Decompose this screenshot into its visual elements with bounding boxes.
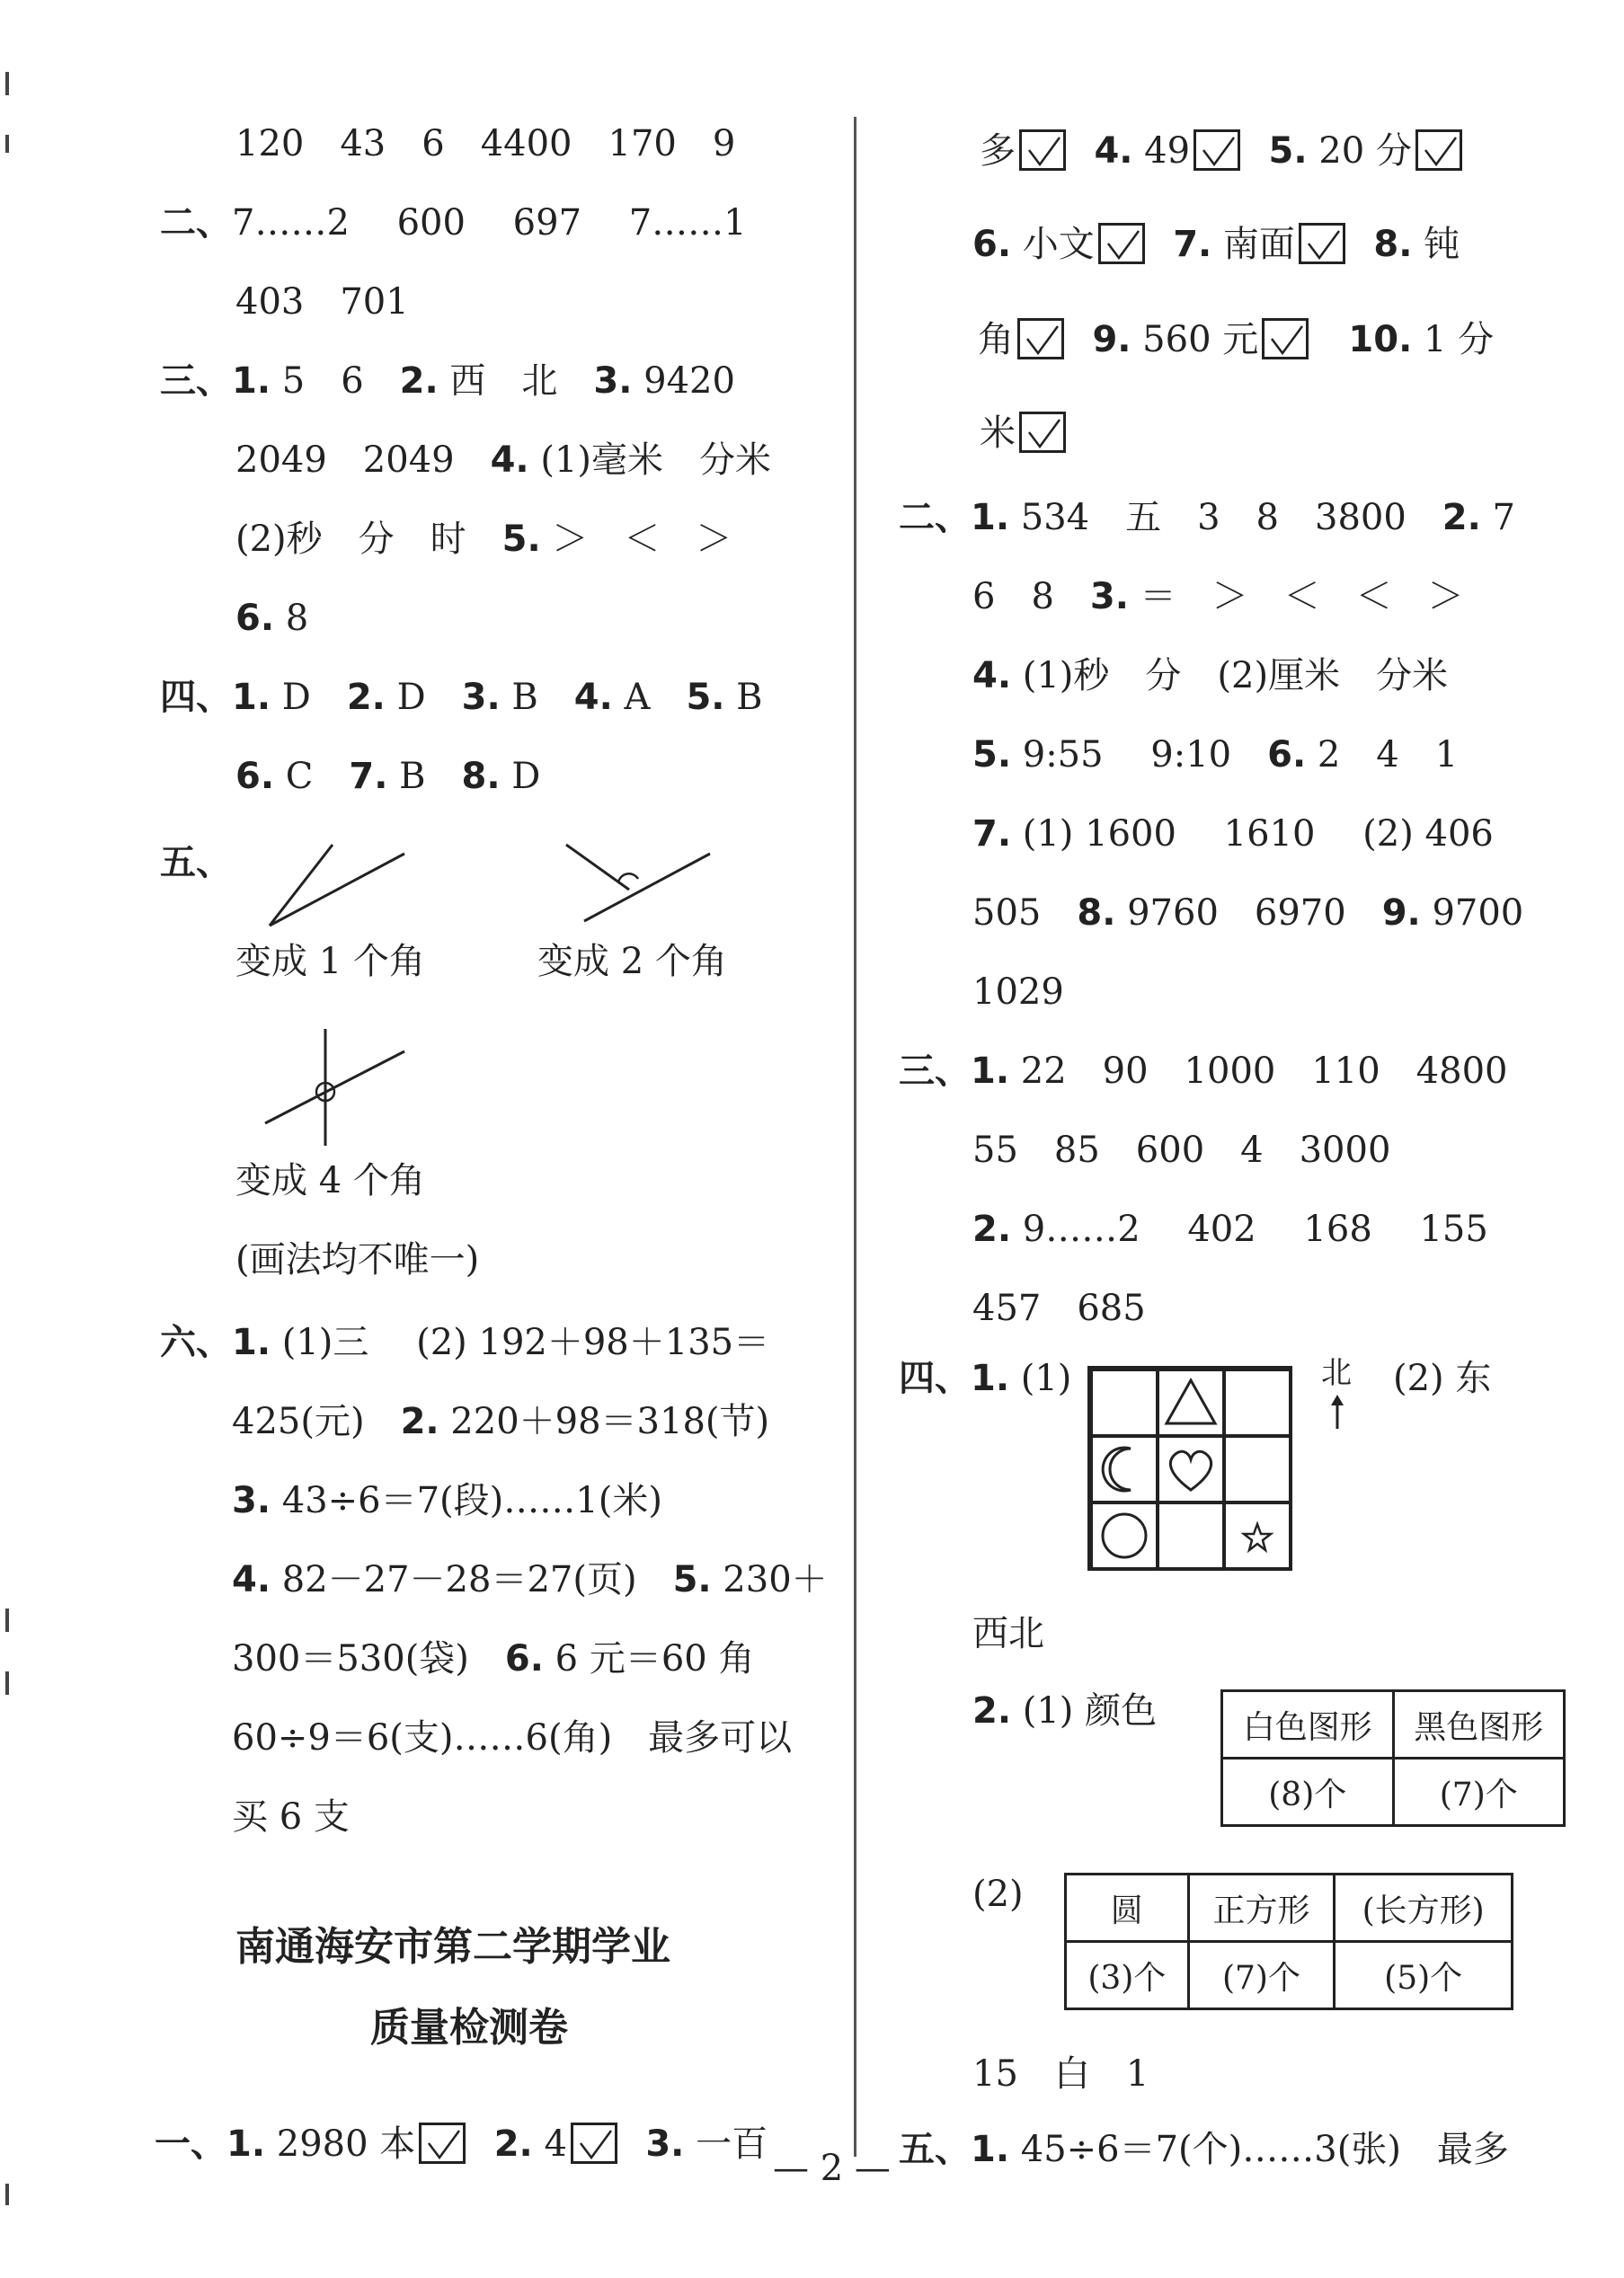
- answer-line: 2049 2049 4. (1)毫米 分米: [235, 439, 771, 481]
- answer-line: 三、1. 5 6 2. 西 北 3. 9420: [160, 360, 735, 402]
- answer-line: 四、1. D 2. D 3. B 4. A 5. B: [160, 677, 763, 718]
- answer-line: 403 701: [235, 281, 409, 323]
- table-header: 正方形: [1188, 1875, 1335, 1942]
- section-title: 南通海安市第二学期学业: [235, 1924, 670, 1970]
- check-mark-icon: [1299, 223, 1345, 264]
- answer-line: 米: [980, 408, 1071, 460]
- north-arrow-icon: [1327, 1395, 1348, 1431]
- angle-caption: 变成 4 个角: [235, 1160, 425, 1201]
- north-label: 北: [1321, 1355, 1352, 1391]
- answer-note: (画法均不唯一): [235, 1239, 480, 1281]
- margin-mark: [5, 2184, 9, 2205]
- answer-line: 300＝530(袋) 6. 6 元＝60 角: [232, 1638, 755, 1680]
- answer-line: (2): [972, 1874, 1024, 1915]
- shape-grid: [1087, 1366, 1292, 1571]
- check-mark-icon: [1017, 318, 1064, 359]
- page-number: — 2 —: [773, 2148, 891, 2189]
- check-mark-icon: [1262, 318, 1309, 359]
- table-header: 白色图形: [1222, 1691, 1394, 1759]
- angle-drawing-1: [252, 836, 413, 935]
- check-mark-icon: [419, 2123, 466, 2164]
- answer-line: 55 85 600 4 3000: [972, 1130, 1391, 1171]
- table-cell: (3)个: [1066, 1942, 1189, 2009]
- answer-line: 一、1. 2980 本 2. 4 3. 一百: [155, 2123, 768, 2165]
- answer-line: 西北: [972, 1613, 1044, 1654]
- answer-line: 二、1. 534 五 3 8 3800 2. 7: [899, 497, 1515, 538]
- answer-line: 2. (1) 颜色: [972, 1690, 1158, 1732]
- angle-caption: 变成 2 个角: [537, 941, 727, 982]
- table-cell: (7)个: [1188, 1942, 1335, 2009]
- section-title: 质量检测卷: [370, 2005, 568, 2051]
- shape-table: [1064, 1873, 1513, 2010]
- table-header: 黑色图形: [1393, 1691, 1565, 1759]
- answer-line: 6. C 7. B 8. D: [235, 756, 541, 797]
- answer-line: 2. 9……2 402 168 155: [972, 1209, 1488, 1250]
- table-cell: (7)个: [1393, 1759, 1565, 1826]
- answer-line: 60÷9＝6(支)……6(角) 最多可以: [232, 1717, 793, 1759]
- answer-line: 三、1. 22 90 1000 110 4800: [899, 1050, 1508, 1092]
- answer-line: 120 43 6 4400 170 9: [235, 123, 736, 164]
- margin-mark: [5, 1671, 9, 1695]
- triangle-icon: [1159, 1371, 1222, 1434]
- answer-line: 6 8 3. ＝ ＞ ＜ ＜ ＞: [972, 576, 1464, 617]
- angle-drawing-3: [261, 1024, 413, 1150]
- answer-line: 四、1. (1): [899, 1358, 1072, 1399]
- check-mark-icon: [1019, 129, 1066, 171]
- answer-line: (2)秒 分 时 5. ＞ ＜ ＞: [235, 519, 732, 560]
- margin-mark: [5, 135, 9, 153]
- answer-line: 买 6 支: [232, 1796, 350, 1838]
- answer-line: 3. 43÷6＝7(段)……1(米): [232, 1480, 662, 1521]
- answer-line: 15 白 1: [972, 2053, 1149, 2095]
- section-head: 五、: [160, 842, 232, 883]
- answer-line: (2) 东: [1393, 1358, 1492, 1399]
- column-divider: [854, 117, 856, 2157]
- check-mark-icon: [1019, 412, 1066, 453]
- margin-mark: [5, 1609, 9, 1632]
- answer-line: 角 9. 560 元 10. 1 分: [978, 319, 1495, 360]
- table-header: (长方形): [1335, 1875, 1513, 1942]
- answer-line: 7. (1) 1600 1610 (2) 406: [972, 813, 1494, 855]
- angle-caption: 变成 1 个角: [235, 941, 425, 982]
- answer-line: 二、7……2 600 697 7……1: [160, 202, 747, 244]
- check-mark-icon: [1098, 223, 1145, 264]
- moon-icon: [1093, 1438, 1156, 1501]
- color-table: [1220, 1689, 1566, 1827]
- answer-line: 425(元) 2. 220＋98＝318(节): [232, 1401, 770, 1442]
- angle-drawing-2: [557, 836, 719, 935]
- margin-mark: [5, 72, 9, 95]
- table-header: 圆: [1066, 1875, 1189, 1942]
- answer-line: 4. (1)秒 分 (2)厘米 分米: [972, 655, 1449, 696]
- table-cell: (8)个: [1222, 1759, 1394, 1826]
- answer-line: 505 8. 9760 6970 9. 9700: [972, 892, 1524, 934]
- answer-line: 6. 8: [235, 598, 309, 639]
- answer-line: 五、1. 45÷6＝7(个)……3(张) 最多: [899, 2129, 1509, 2170]
- circle-icon: [1093, 1504, 1156, 1567]
- answer-line: 6. 小文 7. 南面 8. 钝: [972, 224, 1460, 265]
- check-mark-icon: [571, 2123, 617, 2164]
- star-icon: [1226, 1504, 1289, 1567]
- answer-line: 1029: [972, 971, 1064, 1013]
- answer-line: 457 685: [972, 1288, 1146, 1329]
- answer-line: 5. 9:55 9:10 6. 2 4 1: [972, 734, 1459, 776]
- check-mark-icon: [1194, 129, 1240, 171]
- answer-line: 六、1. (1)三 (2) 192＋98＋135＝: [160, 1322, 770, 1363]
- check-mark-icon: [1415, 129, 1462, 171]
- heart-icon: [1159, 1438, 1222, 1501]
- answer-line: 4. 82－27－28＝27(页) 5. 230＋: [232, 1559, 828, 1600]
- answer-line: 多 4. 49 5. 20 分: [980, 126, 1468, 178]
- table-cell: (5)个: [1335, 1942, 1513, 2009]
